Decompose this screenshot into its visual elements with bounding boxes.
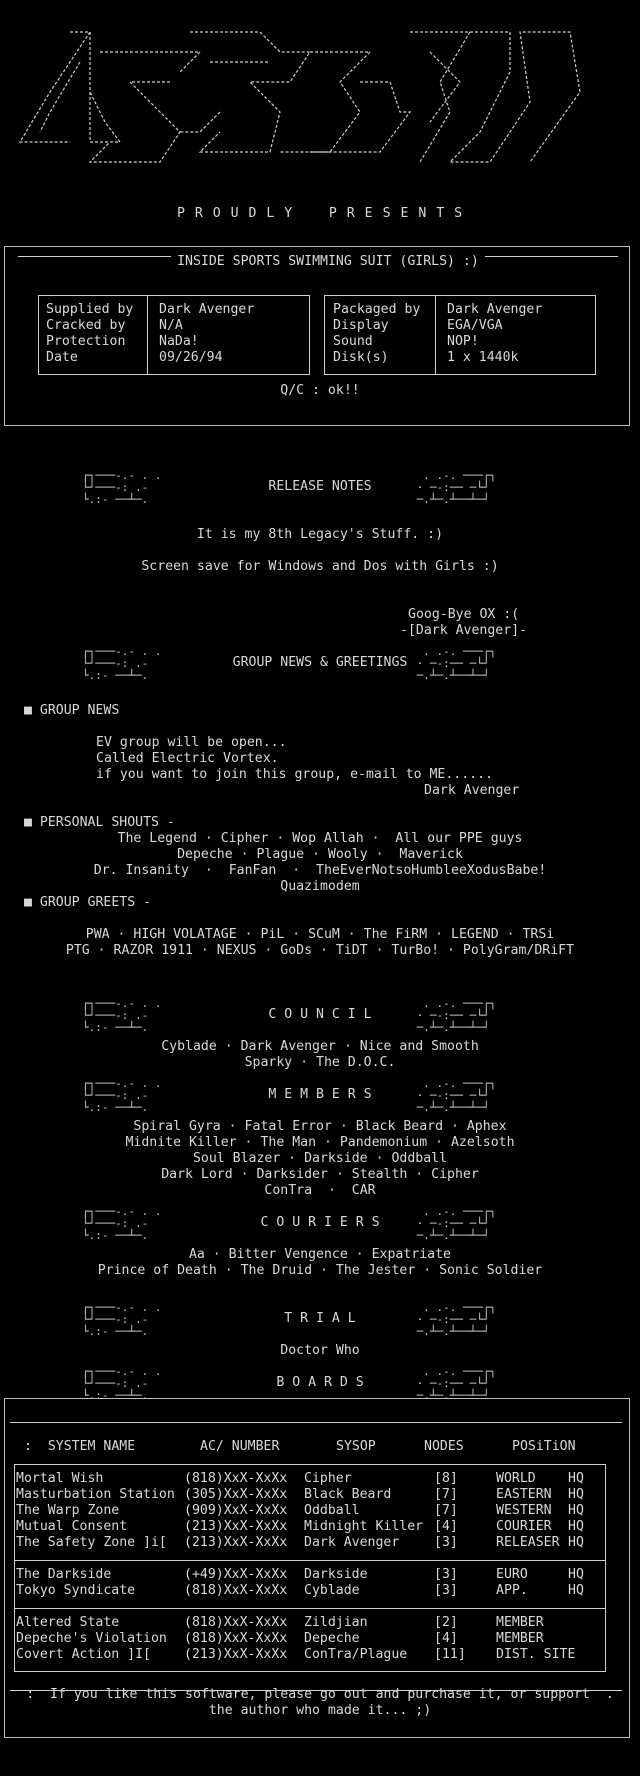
board-cell: APP. bbox=[496, 1583, 528, 1598]
board-cell: EASTERN bbox=[496, 1487, 552, 1502]
board-cell: [11] bbox=[434, 1647, 466, 1662]
couriers-heading: C O U R I E R S bbox=[260, 1215, 380, 1230]
release-note-line: Screen save for Windows and Dos with Girls :) bbox=[141, 559, 499, 574]
board-cell: Darkside bbox=[304, 1567, 368, 1582]
greets-title: ■ GROUP GREETS - bbox=[24, 895, 152, 910]
members-line: Spiral Gyra · Fatal Error · Black Beard · Aphex bbox=[133, 1119, 507, 1134]
board-cell: (818)XxX-XxXx bbox=[184, 1615, 288, 1630]
board-cell: HQ bbox=[568, 1471, 584, 1486]
board-cell: Tokyo Syndicate bbox=[16, 1583, 136, 1598]
board-cell: [4] bbox=[434, 1519, 458, 1534]
board-cell: HQ bbox=[568, 1487, 584, 1502]
board-cell: HQ bbox=[568, 1567, 584, 1582]
board-cell: Black Beard bbox=[304, 1487, 392, 1502]
board-cell: (+49)XxX-XxXx bbox=[184, 1567, 288, 1582]
news-line: Called Electric Vortex. bbox=[96, 751, 279, 766]
release-note-line: It is my 8th Legacy's Stuff. :) bbox=[196, 527, 444, 542]
boards-heading: B O A R D S bbox=[276, 1375, 364, 1390]
board-cell: Altered State bbox=[16, 1615, 120, 1630]
board-cell: Depeche bbox=[304, 1631, 360, 1646]
signoff-2: -[Dark Avenger]- bbox=[400, 623, 528, 638]
board-cell: [7] bbox=[434, 1503, 458, 1518]
board-cell: Mortal Wish bbox=[16, 1471, 104, 1486]
board-cell: Zildjian bbox=[304, 1615, 368, 1630]
signoff-1: Goog-Bye OX :( bbox=[408, 607, 520, 622]
boards-col-header: POSiTiON bbox=[512, 1439, 576, 1454]
footer-line-1: : If you like this software, please go out and purchase it, or support . bbox=[26, 1687, 614, 1702]
info-left-labels: Supplied by Cracked by Protection Date bbox=[46, 302, 134, 365]
group-news-title: ■ GROUP NEWS bbox=[24, 703, 120, 718]
board-cell: Oddball bbox=[304, 1503, 360, 1518]
board-cell: HQ bbox=[568, 1583, 584, 1598]
board-cell: DIST. SITE bbox=[496, 1647, 576, 1662]
presents-line: P R O U D L Y P R E S E N T S bbox=[176, 206, 464, 221]
board-cell: (213)XxX-XxXx bbox=[184, 1647, 288, 1662]
section-deco-right: . .-. ───┌┐ · ─-:── ─└┘ ─.┴─.┴──┴─┘ bbox=[416, 469, 497, 506]
board-cell: The Safety Zone ]i[ bbox=[16, 1535, 167, 1550]
board-cell: Depeche's Violation bbox=[16, 1631, 167, 1646]
shouts-title: ■ PERSONAL SHOUTS - bbox=[24, 815, 175, 830]
board-cell: Masturbation Station bbox=[16, 1487, 175, 1502]
info-right-values: Dark Avenger EGA/VGA NOP! 1 x 1440k bbox=[447, 302, 543, 365]
members-line: ConTra · CAR bbox=[264, 1183, 376, 1198]
shouts-line: Depeche · Plague · Wooly · Maverick bbox=[177, 847, 463, 862]
board-cell: Covert Action ]I[ bbox=[16, 1647, 151, 1662]
council-line: Sparky · The D.O.C. bbox=[244, 1055, 396, 1070]
trial-line: Doctor Who bbox=[280, 1343, 360, 1358]
boards-col-header: NODES bbox=[424, 1439, 464, 1454]
board-cell: (818)XxX-XxXx bbox=[184, 1631, 288, 1646]
board-cell: MEMBER bbox=[496, 1615, 544, 1630]
board-cell: WORLD bbox=[496, 1471, 536, 1486]
board-cell: HQ bbox=[568, 1535, 584, 1550]
news-line: if you want to join this group, e-mail to ME...... bbox=[96, 767, 493, 782]
council-heading: C O U N C I L bbox=[268, 1007, 372, 1022]
members-line: Soul Blazer · Darkside · Oddball bbox=[192, 1151, 448, 1166]
board-cell: The Warp Zone bbox=[16, 1503, 120, 1518]
members-line: Midnite Killer · The Man · Pandemonium · Azelsoth bbox=[125, 1135, 515, 1150]
board-cell: [8] bbox=[434, 1471, 458, 1486]
board-cell: (305)XxX-XxXx bbox=[184, 1487, 288, 1502]
board-cell: (213)XxX-XxXx bbox=[184, 1519, 288, 1534]
board-cell: COURIER bbox=[496, 1519, 552, 1534]
info-left-values: Dark Avenger N/A NaDa! 09/26/94 bbox=[159, 302, 255, 365]
board-cell: (818)XxX-XxXx bbox=[184, 1583, 288, 1598]
board-cell: (213)XxX-XxXx bbox=[184, 1535, 288, 1550]
board-cell: [3] bbox=[434, 1583, 458, 1598]
board-cell: Cipher bbox=[304, 1471, 352, 1486]
boards-col-header: : SYSTEM NAME bbox=[24, 1439, 136, 1454]
board-cell: RELEASER bbox=[496, 1535, 560, 1550]
shouts-line: The Legend · Cipher · Wop Allah · All our PPE guys bbox=[117, 831, 523, 846]
board-cell: Mutual Consent bbox=[16, 1519, 128, 1534]
board-cell: [4] bbox=[434, 1631, 458, 1646]
section-deco-left: ┌┐───-.- . . └┘───-: .- └.:- ──┴─. bbox=[82, 469, 162, 506]
board-cell: HQ bbox=[568, 1503, 584, 1518]
couriers-line: Aa · Bitter Vengence · Expatriate bbox=[188, 1247, 451, 1262]
board-cell: [7] bbox=[434, 1487, 458, 1502]
couriers-line: Prince of Death · The Druid · The Jester · Sonic Soldier bbox=[97, 1263, 543, 1278]
board-cell: [3] bbox=[434, 1535, 458, 1550]
greets-line: PTG · RAZOR 1911 · NEXUS · GoDs · TiDT · TurBo! · PolyGram/DRiFT bbox=[65, 943, 575, 958]
news-line: EV group will be open... bbox=[96, 735, 287, 750]
news-heading: GROUP NEWS & GREETINGS bbox=[232, 655, 408, 670]
board-cell: Dark Avenger bbox=[304, 1535, 400, 1550]
members-heading: M E M B E R S bbox=[268, 1087, 372, 1102]
board-cell: WESTERN bbox=[496, 1503, 552, 1518]
members-line: Dark Lord · Darksider · Stealth · Cipher bbox=[161, 1167, 479, 1182]
release-title: INSIDE SPORTS SWIMMING SUIT (GIRLS) :) bbox=[171, 254, 485, 269]
qc-line: Q/C : ok!! bbox=[280, 383, 360, 398]
shouts-line: Dr. Insanity · FanFan · TheEverNotsoHumbleeXodusBabe! bbox=[93, 863, 547, 878]
board-cell: Cyblade bbox=[304, 1583, 360, 1598]
greets-line: PWA · HIGH VOLATAGE · PiL · SCuM · The FiRM · LEGEND · TRSi bbox=[85, 927, 555, 942]
trial-heading: T R I A L bbox=[284, 1311, 356, 1326]
board-cell: (909)XxX-XxXx bbox=[184, 1503, 288, 1518]
board-cell: EURO bbox=[496, 1567, 528, 1582]
board-cell: [3] bbox=[434, 1567, 458, 1582]
board-cell: (818)XxX-XxXx bbox=[184, 1471, 288, 1486]
news-signature: Dark Avenger bbox=[424, 783, 520, 798]
shouts-line: Quazimodem bbox=[280, 879, 360, 894]
group-logo bbox=[10, 22, 610, 177]
info-right-labels: Packaged by Display Sound Disk(s) bbox=[333, 302, 421, 365]
board-cell: Midnight Killer bbox=[304, 1519, 424, 1534]
board-cell: HQ bbox=[568, 1519, 584, 1534]
release-notes-heading: RELEASE NOTES bbox=[268, 479, 372, 494]
boards-col-header: AC/ NUMBER bbox=[200, 1439, 280, 1454]
boards-col-header: SYSOP bbox=[336, 1439, 376, 1454]
board-cell: [2] bbox=[434, 1615, 458, 1630]
board-cell: The Darkside bbox=[16, 1567, 112, 1582]
board-cell: MEMBER bbox=[496, 1631, 544, 1646]
council-line: Cyblade · Dark Avenger · Nice and Smooth bbox=[161, 1039, 479, 1054]
footer-line-2: the author who made it... ;) bbox=[208, 1703, 432, 1718]
board-cell: ConTra/Plague bbox=[304, 1647, 408, 1662]
